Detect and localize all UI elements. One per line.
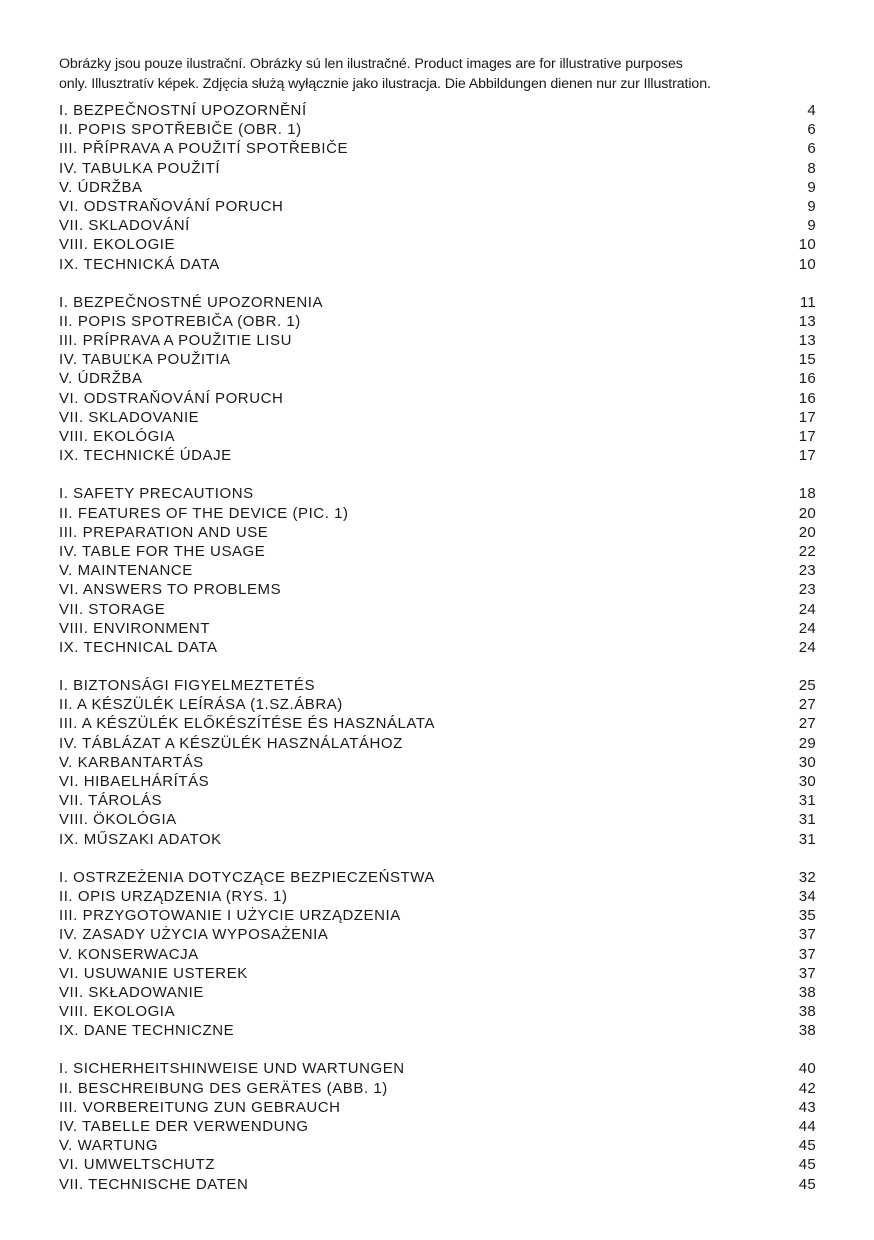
toc-entry [59,753,816,772]
toc-entry [59,1021,816,1040]
toc-entry-title: VII. SKLADOVANIE [59,408,200,426]
toc-entry-title: IX. TECHNICKÁ DATA [59,255,220,273]
toc-entry [59,312,816,331]
toc-entry-page-number: 29 [798,734,816,752]
toc-entry-title: VIII. ENVIRONMENT [59,619,211,637]
toc-entry-title: VII. SKŁADOWANIE [59,983,204,1001]
table-of-contents [59,101,816,1194]
toc-entry-title: III. PŘÍPRAVA A POUŽITÍ SPOTŘEBIČE [59,140,349,158]
toc-entry [59,350,816,369]
toc-entry [59,408,816,427]
toc-section-en [59,484,816,657]
toc-entry [59,446,816,465]
toc-entry-page-number: 6 [807,140,816,158]
toc-entry [59,369,816,388]
toc-entry-page-number: 16 [798,389,816,407]
toc-entry [59,293,816,312]
toc-entry-page-number: 17 [798,428,816,445]
toc-entry-title: II. A KÉSZÜLÉK LEÍRÁSA (1.SZ.ÁBRA) [59,696,343,714]
toc-entry-title: IX. MŰSZAKI ADATOK [59,830,222,848]
toc-entry-title: V. MAINTENANCE [59,562,193,580]
toc-entry-page-number: 22 [798,542,816,560]
toc-entry [59,945,816,964]
toc-entry-title: VI. ODSTRAŇOVÁNÍ PORUCH [59,389,284,407]
illustration-notice [59,55,816,94]
toc-entry-title: IV. TABELLE DER VERWENDUNG [59,1118,309,1135]
toc-entry-title: II. POPIS SPOTREBIČA (OBR. 1) [59,312,301,330]
toc-entry-page-number: 23 [798,562,816,580]
toc-entry [59,868,816,887]
toc-entry-title: VIII. ÖKOLÓGIA [59,811,177,829]
toc-entry [59,1117,816,1136]
toc-entry-title: VI. HIBAELHÁRÍTÁS [59,773,210,790]
toc-entry [59,964,816,983]
toc-entry-page-number: 35 [798,907,816,925]
toc-entry-page-number: 27 [798,715,816,733]
toc-entry-page-number: 24 [798,638,816,656]
toc-entry-title: VII. STORAGE [59,600,166,618]
toc-entry [59,830,816,849]
toc-entry [59,197,816,216]
toc-entry-page-number: 42 [798,1079,816,1097]
notice-line: Obrázky jsou pouze ilustrační. Obrázky sú len ilustračné. Product images are for illustrative purposes [59,56,683,72]
toc-entry [59,1059,816,1078]
toc-entry [59,216,816,235]
toc-entry-page-number: 23 [798,581,816,599]
toc-entry-title: III. A KÉSZÜLÉK ELŐKÉSZÍTÉSE ÉS HASZNÁLATA [59,715,435,733]
toc-entry-page-number: 11 [799,293,816,311]
toc-entry-title: IV. ZASADY UŻYCIA WYPOSAŻENIA [59,926,329,944]
toc-entry-title: IV. TABULKA POUŽITÍ [59,159,221,177]
toc-entry-page-number: 24 [798,619,816,637]
toc-entry-page-number: 31 [798,792,816,810]
toc-entry [59,580,816,599]
toc-entry [59,101,816,120]
toc-entry-title: VI. ODSTRAŇOVÁNÍ PORUCH [59,197,284,215]
toc-entry-page-number: 9 [807,197,816,215]
toc-entry-title: I. SAFETY PRECAUTIONS [59,485,254,503]
toc-entry [59,1079,816,1098]
toc-entry-page-number: 38 [798,983,816,1001]
toc-entry-page-number: 34 [798,887,816,905]
toc-entry [59,676,816,695]
toc-entry-title: V. KARBANTARTÁS [59,753,204,771]
toc-entry-page-number: 20 [798,504,816,522]
toc-entry [59,139,816,158]
toc-entry [59,600,816,619]
toc-section-cs [59,101,816,274]
toc-entry-title: II. OPIS URZĄDZENIA (RYS. 1) [59,887,288,905]
toc-entry [59,772,816,791]
toc-entry-page-number: 45 [798,1175,816,1193]
toc-entry [59,1175,816,1194]
toc-entry [59,925,816,944]
toc-entry-title: II. BESCHREIBUNG DES GERÄTES (ABB. 1) [59,1079,388,1097]
toc-entry-title: VIII. EKOLOGIE [59,236,176,254]
toc-entry-page-number: 38 [798,1022,816,1040]
toc-entry-title: II. POPIS SPOTŘEBIČE (OBR. 1) [59,121,302,139]
toc-entry [59,235,816,254]
toc-entry-title: I. BEZPEČNOSTNÍ UPOZORNĚNÍ [59,102,307,119]
toc-entry [59,1136,816,1155]
toc-entry-page-number: 37 [798,926,816,944]
toc-entry-page-number: 31 [798,830,816,848]
toc-entry-title: IV. TABUĽKA POUŽITIA [59,351,231,369]
toc-entry-page-number: 31 [798,811,816,829]
toc-entry-title: I. BIZTONSÁGI FIGYELMEZTETÉS [59,677,315,695]
toc-entry-page-number: 30 [798,773,816,790]
toc-entry-title: II. FEATURES OF THE DEVICE (PIC. 1) [59,504,349,522]
toc-entry-title: VII. SKLADOVÁNÍ [59,217,190,235]
toc-entry-title: VI. USUWANIE USTEREK [59,964,248,982]
toc-entry [59,523,816,542]
toc-section-pl [59,868,816,1041]
toc-entry-page-number: 45 [798,1156,816,1174]
toc-entry [59,791,816,810]
toc-entry-title: IV. TABLE FOR THE USAGE [59,542,266,560]
toc-entry [59,427,816,446]
toc-entry-title: IX. TECHNICKÉ ÚDAJE [59,447,232,465]
toc-entry-page-number: 17 [798,447,816,465]
toc-entry [59,1098,816,1117]
toc-entry-title: VI. UMWELTSCHUTZ [59,1156,216,1174]
toc-entry [59,120,816,139]
toc-entry-page-number: 18 [798,485,816,503]
toc-entry-title: VII. TECHNISCHE DATEN [59,1175,249,1193]
toc-entry [59,484,816,503]
toc-entry-page-number: 9 [807,217,816,235]
toc-entry-page-number: 43 [798,1098,816,1116]
toc-entry [59,810,816,829]
toc-entry [59,561,816,580]
toc-entry [59,906,816,925]
toc-entry [59,1002,816,1021]
toc-entry-title: IX. DANE TECHNICZNE [59,1022,235,1040]
toc-entry-page-number: 4 [807,102,816,119]
toc-entry-title: V. KONSERWACJA [59,945,199,963]
toc-entry-title: VII. TÁROLÁS [59,792,163,810]
toc-entry-page-number: 40 [798,1060,816,1078]
toc-entry [59,178,816,197]
toc-entry-page-number: 13 [798,332,816,350]
toc-entry-title: I. SICHERHEITSHINWEISE UND WARTUNGEN [59,1060,405,1078]
toc-entry [59,983,816,1002]
toc-entry-page-number: 20 [798,523,816,541]
toc-section-hu [59,676,816,849]
toc-entry-title: III. PREPARATION AND USE [59,523,269,541]
toc-entry-title: III. PRÍPRAVA A POUŽITIE LISU [59,332,292,350]
toc-entry [59,1155,816,1174]
toc-entry-title: VIII. EKOLÓGIA [59,428,176,445]
toc-section-de [59,1059,816,1193]
toc-entry-title: VI. ANSWERS TO PROBLEMS [59,581,282,599]
toc-entry-title: III. PRZYGOTOWANIE I UŻYCIE URZĄDZENIA [59,907,401,925]
toc-entry-page-number: 44 [798,1118,816,1135]
toc-entry-page-number: 24 [798,600,816,618]
toc-entry-page-number: 15 [798,351,816,369]
toc-entry-title: V. WARTUNG [59,1137,159,1155]
toc-entry-title: I. BEZPEČNOSTNÉ UPOZORNENIA [59,293,324,311]
toc-entry-page-number: 37 [798,945,816,963]
toc-entry-page-number: 13 [798,312,816,330]
toc-entry-page-number: 9 [807,178,816,196]
toc-entry-page-number: 30 [798,753,816,771]
toc-entry [59,255,816,274]
toc-entry-page-number: 8 [807,159,816,177]
toc-entry-title: VIII. EKOLOGIA [59,1003,176,1021]
toc-entry-title: IV. TÁBLÁZAT A KÉSZÜLÉK HASZNÁLATÁHOZ [59,734,403,752]
toc-entry-page-number: 37 [798,964,816,982]
toc-entry [59,619,816,638]
toc-entry-title: V. ÚDRŽBA [59,178,143,196]
toc-entry-title: III. VORBEREITUNG ZUN GEBRAUCH [59,1098,341,1116]
notice-line: only. Illusztratív képek. Zdjęcia służą wyłącznie jako ilustracja. Die Abbildungen dienen nur zur Illustration. [59,75,711,92]
toc-entry-page-number: 45 [798,1137,816,1155]
toc-section-sk [59,293,816,466]
toc-entry-page-number: 17 [798,408,816,426]
toc-entry [59,542,816,561]
toc-entry-page-number: 10 [798,255,816,273]
toc-entry-page-number: 6 [807,121,816,139]
toc-entry-page-number: 32 [798,868,816,886]
toc-entry [59,695,816,714]
toc-entry-title: I. OSTRZEŻENIA DOTYCZĄCE BEZPIECZEŃSTWA [59,868,435,886]
toc-entry [59,887,816,906]
toc-entry [59,714,816,733]
toc-entry-title: IX. TECHNICAL DATA [59,638,218,656]
toc-entry-page-number: 38 [798,1003,816,1021]
toc-entry-page-number: 27 [798,696,816,714]
toc-entry [59,331,816,350]
toc-entry-title: V. ÚDRŽBA [59,370,143,388]
toc-entry [59,504,816,523]
toc-entry-page-number: 16 [798,370,816,388]
toc-entry [59,734,816,753]
toc-entry-page-number: 25 [798,677,816,695]
toc-entry [59,389,816,408]
toc-entry [59,159,816,178]
toc-entry-page-number: 10 [798,236,816,254]
document-page [59,55,816,1213]
toc-entry [59,638,816,657]
